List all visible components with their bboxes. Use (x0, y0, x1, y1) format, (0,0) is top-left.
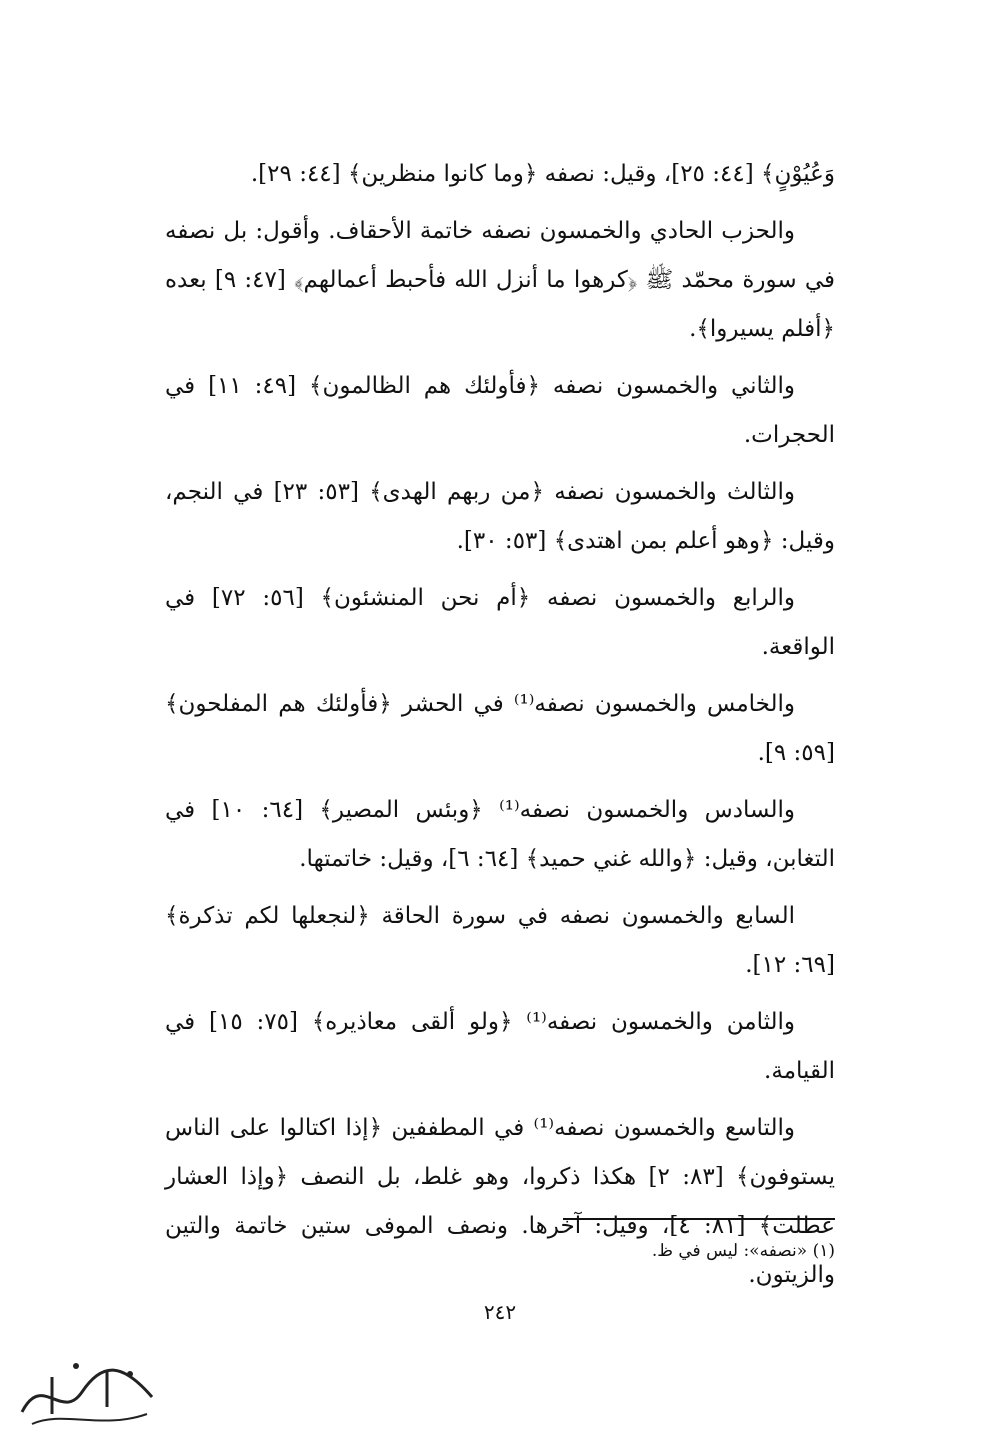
paragraph-hizb-58: والثامن والخمسون نصفه⁽¹⁾ ﴿ولو ألقى معاذيره﴾ [٧٥: ١٥] في القيامة. (165, 1009, 835, 1084)
library-seal-logo (12, 1352, 162, 1434)
paragraph-continuation: وَعُيُوْنٍ﴾ [٤٤: ٢٥]، وقيل: نصفه ﴿وما كانوا منظرين﴾ [٤٤: ٢٩]. (250, 161, 835, 187)
paragraph-hizb-57: السابع والخمسون نصفه في سورة الحاقة ﴿لنجعلها لكم تذكرة﴾ [٦٩: ١٢]. (165, 903, 835, 978)
page-number: ٢٤٢ (483, 1300, 517, 1324)
paragraph-hizb-59: والتاسع والخمسون نصفه⁽¹⁾ في المطففين ﴿إذا اكتالوا على الناس يستوفون﴾ [٨٣: ٢] هكذا ذكروا، وهو غلط، بل النصف ﴿وإذا العشار عطلت﴾ [٨١: ٤]، وقيل: آخرها. ونصف الموفى ستين خاتمة والتين والزيتون. (165, 1115, 836, 1288)
main-text (165, 150, 835, 1308)
paragraph-hizb-51: والحزب الحادي والخمسون نصفه خاتمة الأحقاف. وأقول: بل نصفه في سورة محمّد ﷺ ﴿كرهوا ما أنزل الله فأحبط أعمالهم﴾ [٤٧: ٩] بعده ﴿أفلم يسيروا﴾. (165, 218, 836, 342)
paragraph-hizb-52: والثاني والخمسون نصفه ﴿فأولئك هم الظالمون﴾ [٤٩: ١١] في الحجرات. (165, 373, 835, 448)
paragraph-hizb-54: والرابع والخمسون نصفه ﴿أم نحن المنشئون﴾ [٥٦: ٧٢] في الواقعة. (165, 585, 835, 660)
footnote-divider (563, 1218, 835, 1220)
paragraph-hizb-53: والثالث والخمسون نصفه ﴿من ربهم الهدى﴾ [٥٣: ٢٣] في النجم، وقيل: ﴿وهو أعلم بمن اهتدى﴾ [٥٣: ٣٠]. (165, 479, 835, 554)
paragraph-hizb-55: والخامس والخمسون نصفه⁽¹⁾ في الحشر ﴿فأولئك هم المفلحون﴾ [٥٩: ٩]. (165, 691, 835, 766)
footnote: (١) «نصفه»: ليس في ظ. (651, 1241, 835, 1261)
paragraph-hizb-56: والسادس والخمسون نصفه⁽¹⁾ ﴿وبئس المصير﴾ [٦٤: ١٠] في التغابن، وقيل: ﴿والله غني حميد﴾ [٦٤: ٦]، وقيل: خاتمتها. (165, 797, 835, 872)
